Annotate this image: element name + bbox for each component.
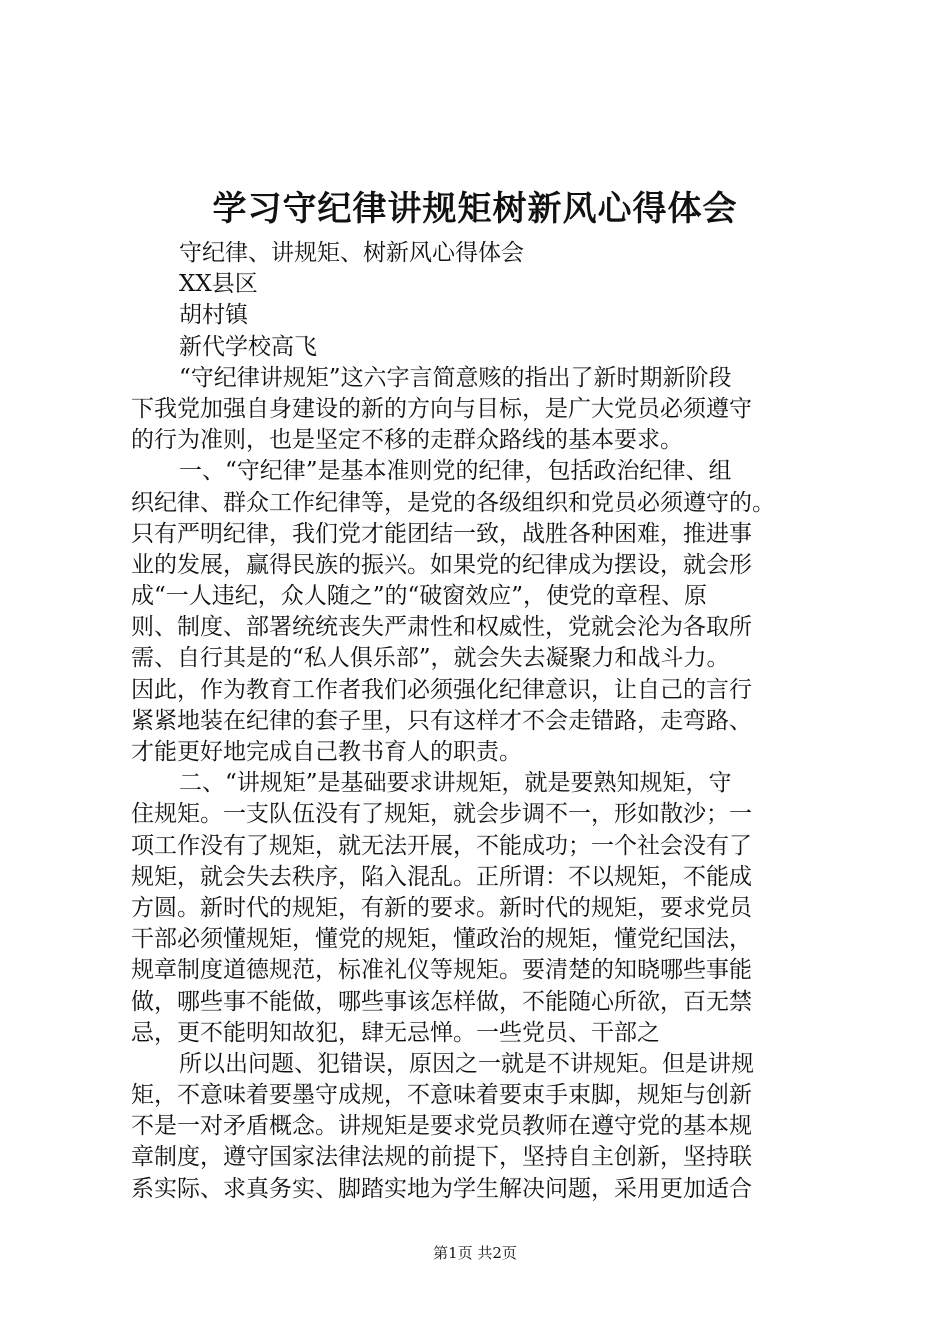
- page-footer: 第1页 共2页: [433, 1244, 517, 1262]
- text-line: 矩，不意味着要墨守成规，不意味着要束手束脚，规矩与创新: [131, 1082, 752, 1109]
- text-line: 一、“守纪律”是基本准则党的纪律，包括政治纪律、组: [179, 458, 732, 485]
- text-line: 干部必须懂规矩，懂党的规矩，懂政治的规矩，懂党纪国法，: [131, 926, 752, 953]
- text-line: 需、自行其是的“私人俱乐部”，就会失去凝聚力和战斗力。: [131, 645, 730, 672]
- text-line: 下我党加强自身建设的新的方向与目标，是广大党员必须遵守: [131, 395, 752, 422]
- text-line: “守纪律讲规矩”这六字言简意赅的指出了新时期新阶段: [179, 364, 732, 391]
- text-line: 才能更好地完成自己教书育人的职责。: [131, 739, 522, 765]
- text-line: 胡村镇: [179, 302, 248, 329]
- text-line: 住规矩。一支队伍没有了规矩，就会步调不一，形如散沙；一: [131, 801, 752, 828]
- text-line: 业的发展，赢得民族的振兴。如果党的纪律成为摆设，就会形: [131, 551, 752, 578]
- text-line: 新代学校高飞: [179, 333, 317, 360]
- text-line: 的行为准则，也是坚定不移的走群众路线的基本要求。: [131, 427, 683, 454]
- text-line: 项工作没有了规矩，就无法开展，不能成功；一个社会没有了: [131, 832, 752, 859]
- text-line: 则、制度、部署统统丧失严肃性和权威性，党就会沦为各取所: [131, 614, 752, 641]
- text-line: 成“一人违纪，众人随之”的“破窗效应”，使党的章程、原: [131, 583, 708, 610]
- text-line: XX县区: [179, 271, 258, 298]
- text-line: 因此，作为教育工作者我们必须强化纪律意识，让自己的言行: [131, 676, 752, 703]
- text-line: 不是一对矛盾概念。讲规矩是要求党员教师在遵守党的基本规: [131, 1113, 752, 1140]
- text-line: 只有严明纪律，我们党才能团结一致，战胜各种困难，推进事: [131, 520, 752, 547]
- text-line: 守纪律、讲规矩、树新风心得体会: [179, 240, 524, 266]
- text-line: 系实际、求真务实、脚踏实地为学生解决问题，采用更加适合: [131, 1175, 752, 1202]
- text-line: 紧紧地装在纪律的套子里，只有这样才不会走错路，走弯路、: [131, 707, 752, 734]
- text-line: 方圆。新时代的规矩，有新的要求。新时代的规矩，要求党员: [131, 894, 752, 921]
- text-line: 章制度，遵守国家法律法规的前提下，坚持自主创新，坚持联: [131, 1144, 752, 1171]
- text-line: 规章制度道德规范，标准礼仪等规矩。要清楚的知晓哪些事能: [131, 957, 752, 984]
- text-line: 织纪律、群众工作纪律等，是党的各级组织和党员必须遵守的。: [131, 489, 775, 516]
- text-line: 做，哪些事不能做，哪些事该怎样做，不能随心所欲，百无禁: [131, 988, 752, 1015]
- text-line: 规矩，就会失去秩序，陷入混乱。正所谓：不以规矩，不能成: [131, 863, 752, 890]
- text-line: 二、“讲规矩”是基础要求讲规矩，就是要熟知规矩，守: [179, 770, 732, 797]
- document-title: 学习守纪律讲规矩树新风心得体会: [212, 189, 738, 229]
- text-line: 所以出问题、犯错误，原因之一就是不讲规矩。但是讲规: [179, 1050, 754, 1077]
- text-line: 忌，更不能明知故犯，肆无忌惮。一些党员、干部之: [131, 1019, 660, 1046]
- document-body: [131, 238, 831, 1205]
